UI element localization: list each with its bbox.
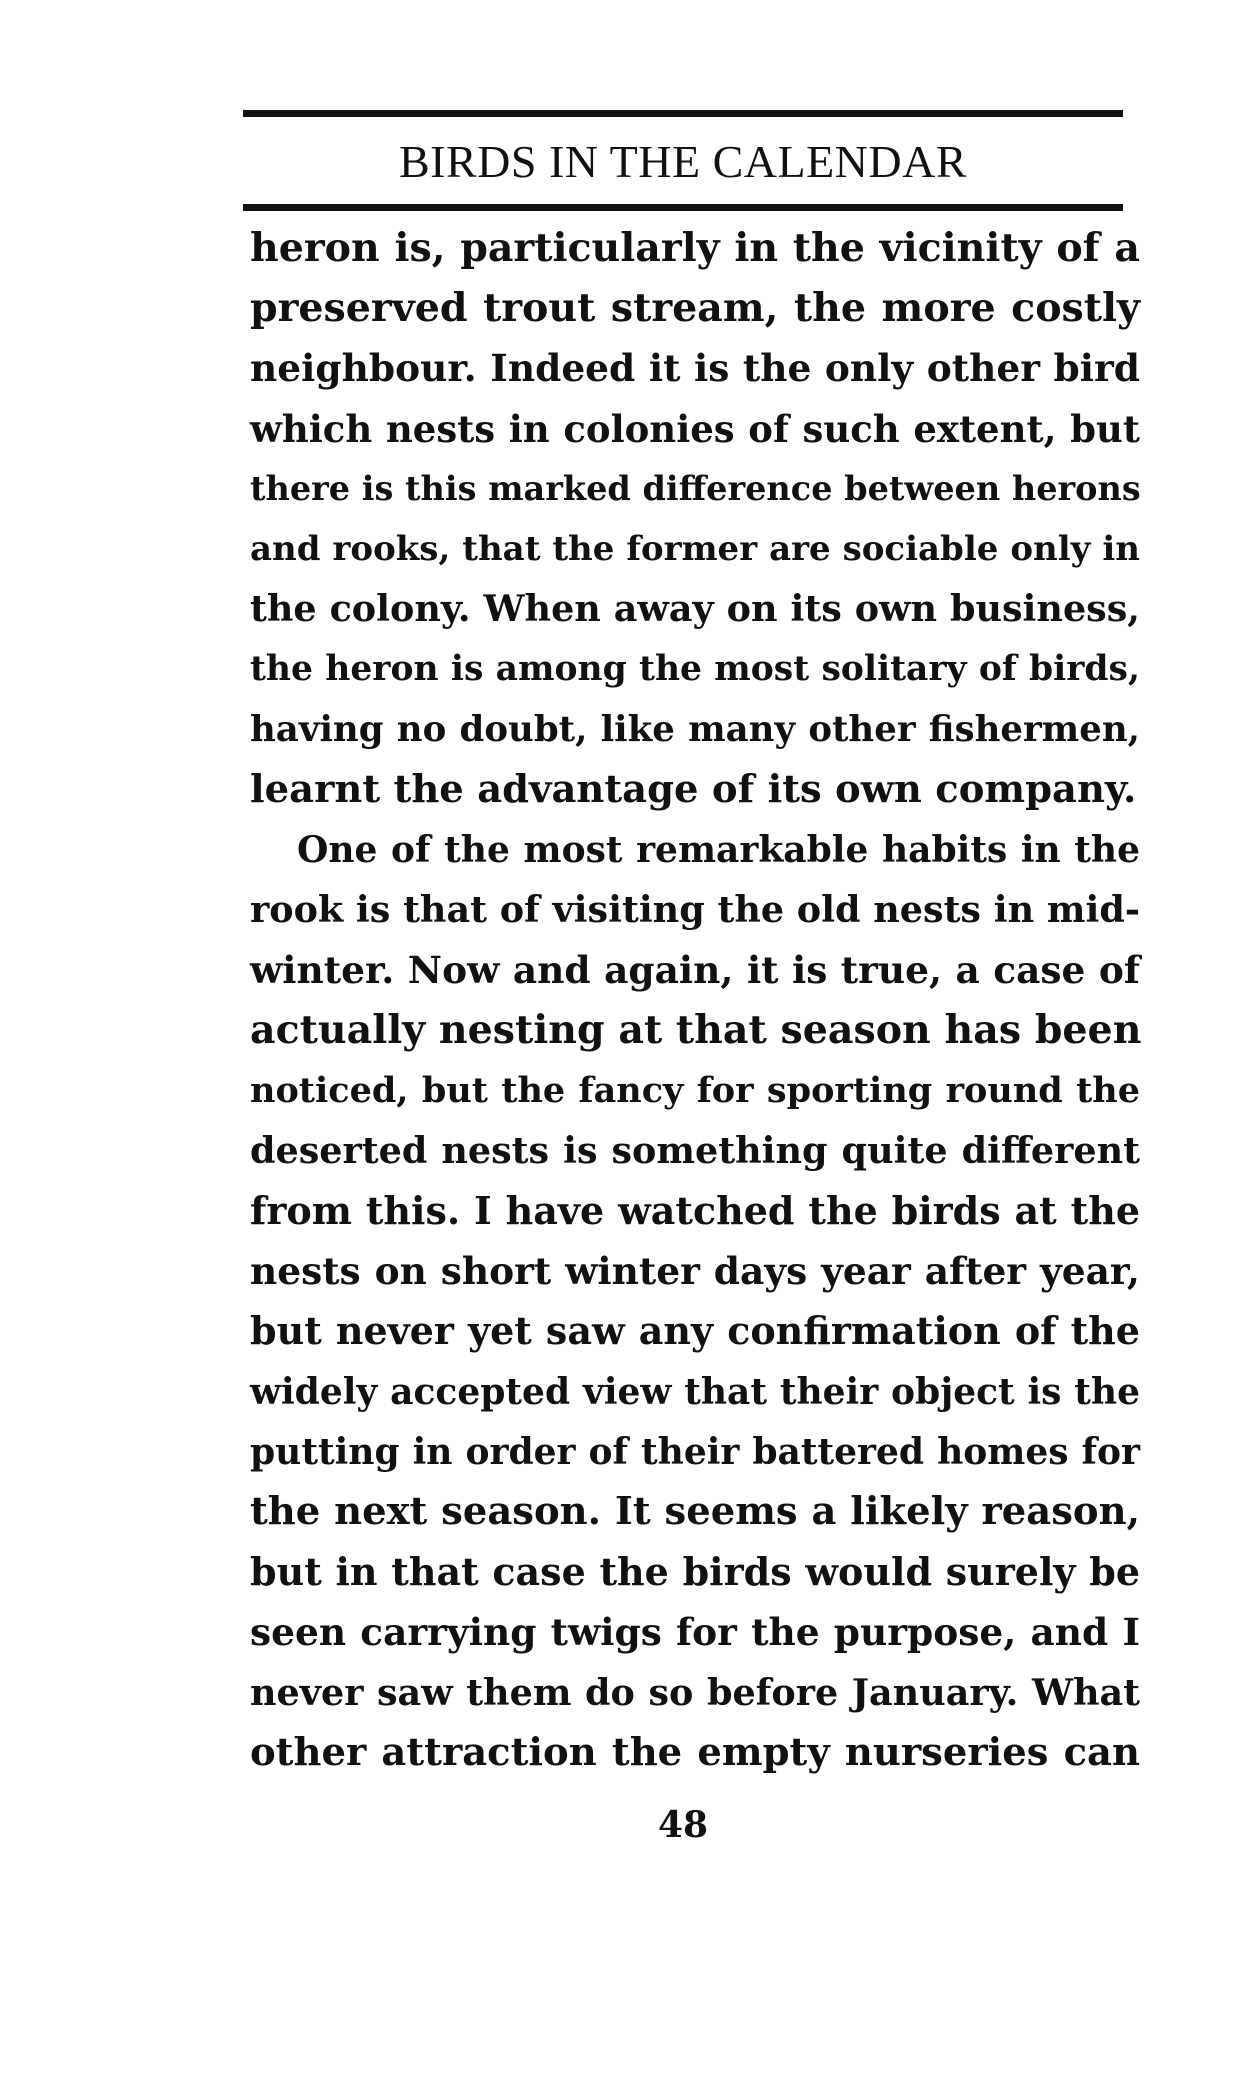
text-line: but never yet saw any confirmation of the xyxy=(250,1308,1140,1354)
text-line: other attraction the empty nurseries can xyxy=(250,1729,1140,1775)
text-line: winter. Now and again, it is true, a case of xyxy=(250,948,1140,993)
text-line: heron is, particularly in the vicinity of a xyxy=(250,225,1140,271)
text-line: learnt the advantage of its own company. xyxy=(250,766,1137,812)
text-line: actually nesting at that season has been xyxy=(250,1007,1142,1054)
header-rule-bottom xyxy=(243,204,1123,211)
text-line: widely accepted view that their object is the xyxy=(250,1370,1140,1413)
text-line: the next season. It seems a likely reason, xyxy=(250,1488,1140,1534)
text-line: from this. I have watched the birds at the xyxy=(250,1188,1140,1233)
text-line: and rooks, that the former are sociable only in xyxy=(250,528,1140,569)
header-rule-top xyxy=(243,110,1123,117)
text-line: deserted nests is something quite different xyxy=(250,1128,1140,1172)
text-line: neighbour. Indeed it is the only other bird xyxy=(250,346,1140,391)
text-line: but in that case the birds would surely be xyxy=(250,1549,1140,1595)
body-text xyxy=(250,218,1140,1783)
text-line: the heron is among the most solitary of birds, xyxy=(250,649,1140,690)
text-line: never saw them do so before January. What xyxy=(250,1670,1140,1714)
text-line: rook is that of visiting the old nests in mid- xyxy=(250,888,1140,932)
text-line: which nests in colonies of such extent, but xyxy=(250,406,1140,451)
text-line: seen carrying twigs for the purpose, and I xyxy=(250,1610,1140,1655)
text-line: having no doubt, like many other fishermen, xyxy=(250,708,1140,750)
text-line: One of the most remarkable habits in the xyxy=(297,828,1140,871)
running-head-title: BIRDS IN THE CALENDAR xyxy=(398,136,968,187)
text-line: there is this marked difference between herons xyxy=(250,468,1141,508)
page-number: 48 xyxy=(657,1804,709,1846)
text-line: nests on short winter days year after year, xyxy=(250,1249,1140,1294)
text-line: preserved trout stream, the more costly xyxy=(250,285,1140,332)
text-line: the colony. When away on its own business, xyxy=(250,587,1140,631)
text-line: noticed, but the fancy for sporting round the xyxy=(250,1069,1140,1111)
text-line: putting in order of their battered homes for xyxy=(250,1430,1140,1473)
